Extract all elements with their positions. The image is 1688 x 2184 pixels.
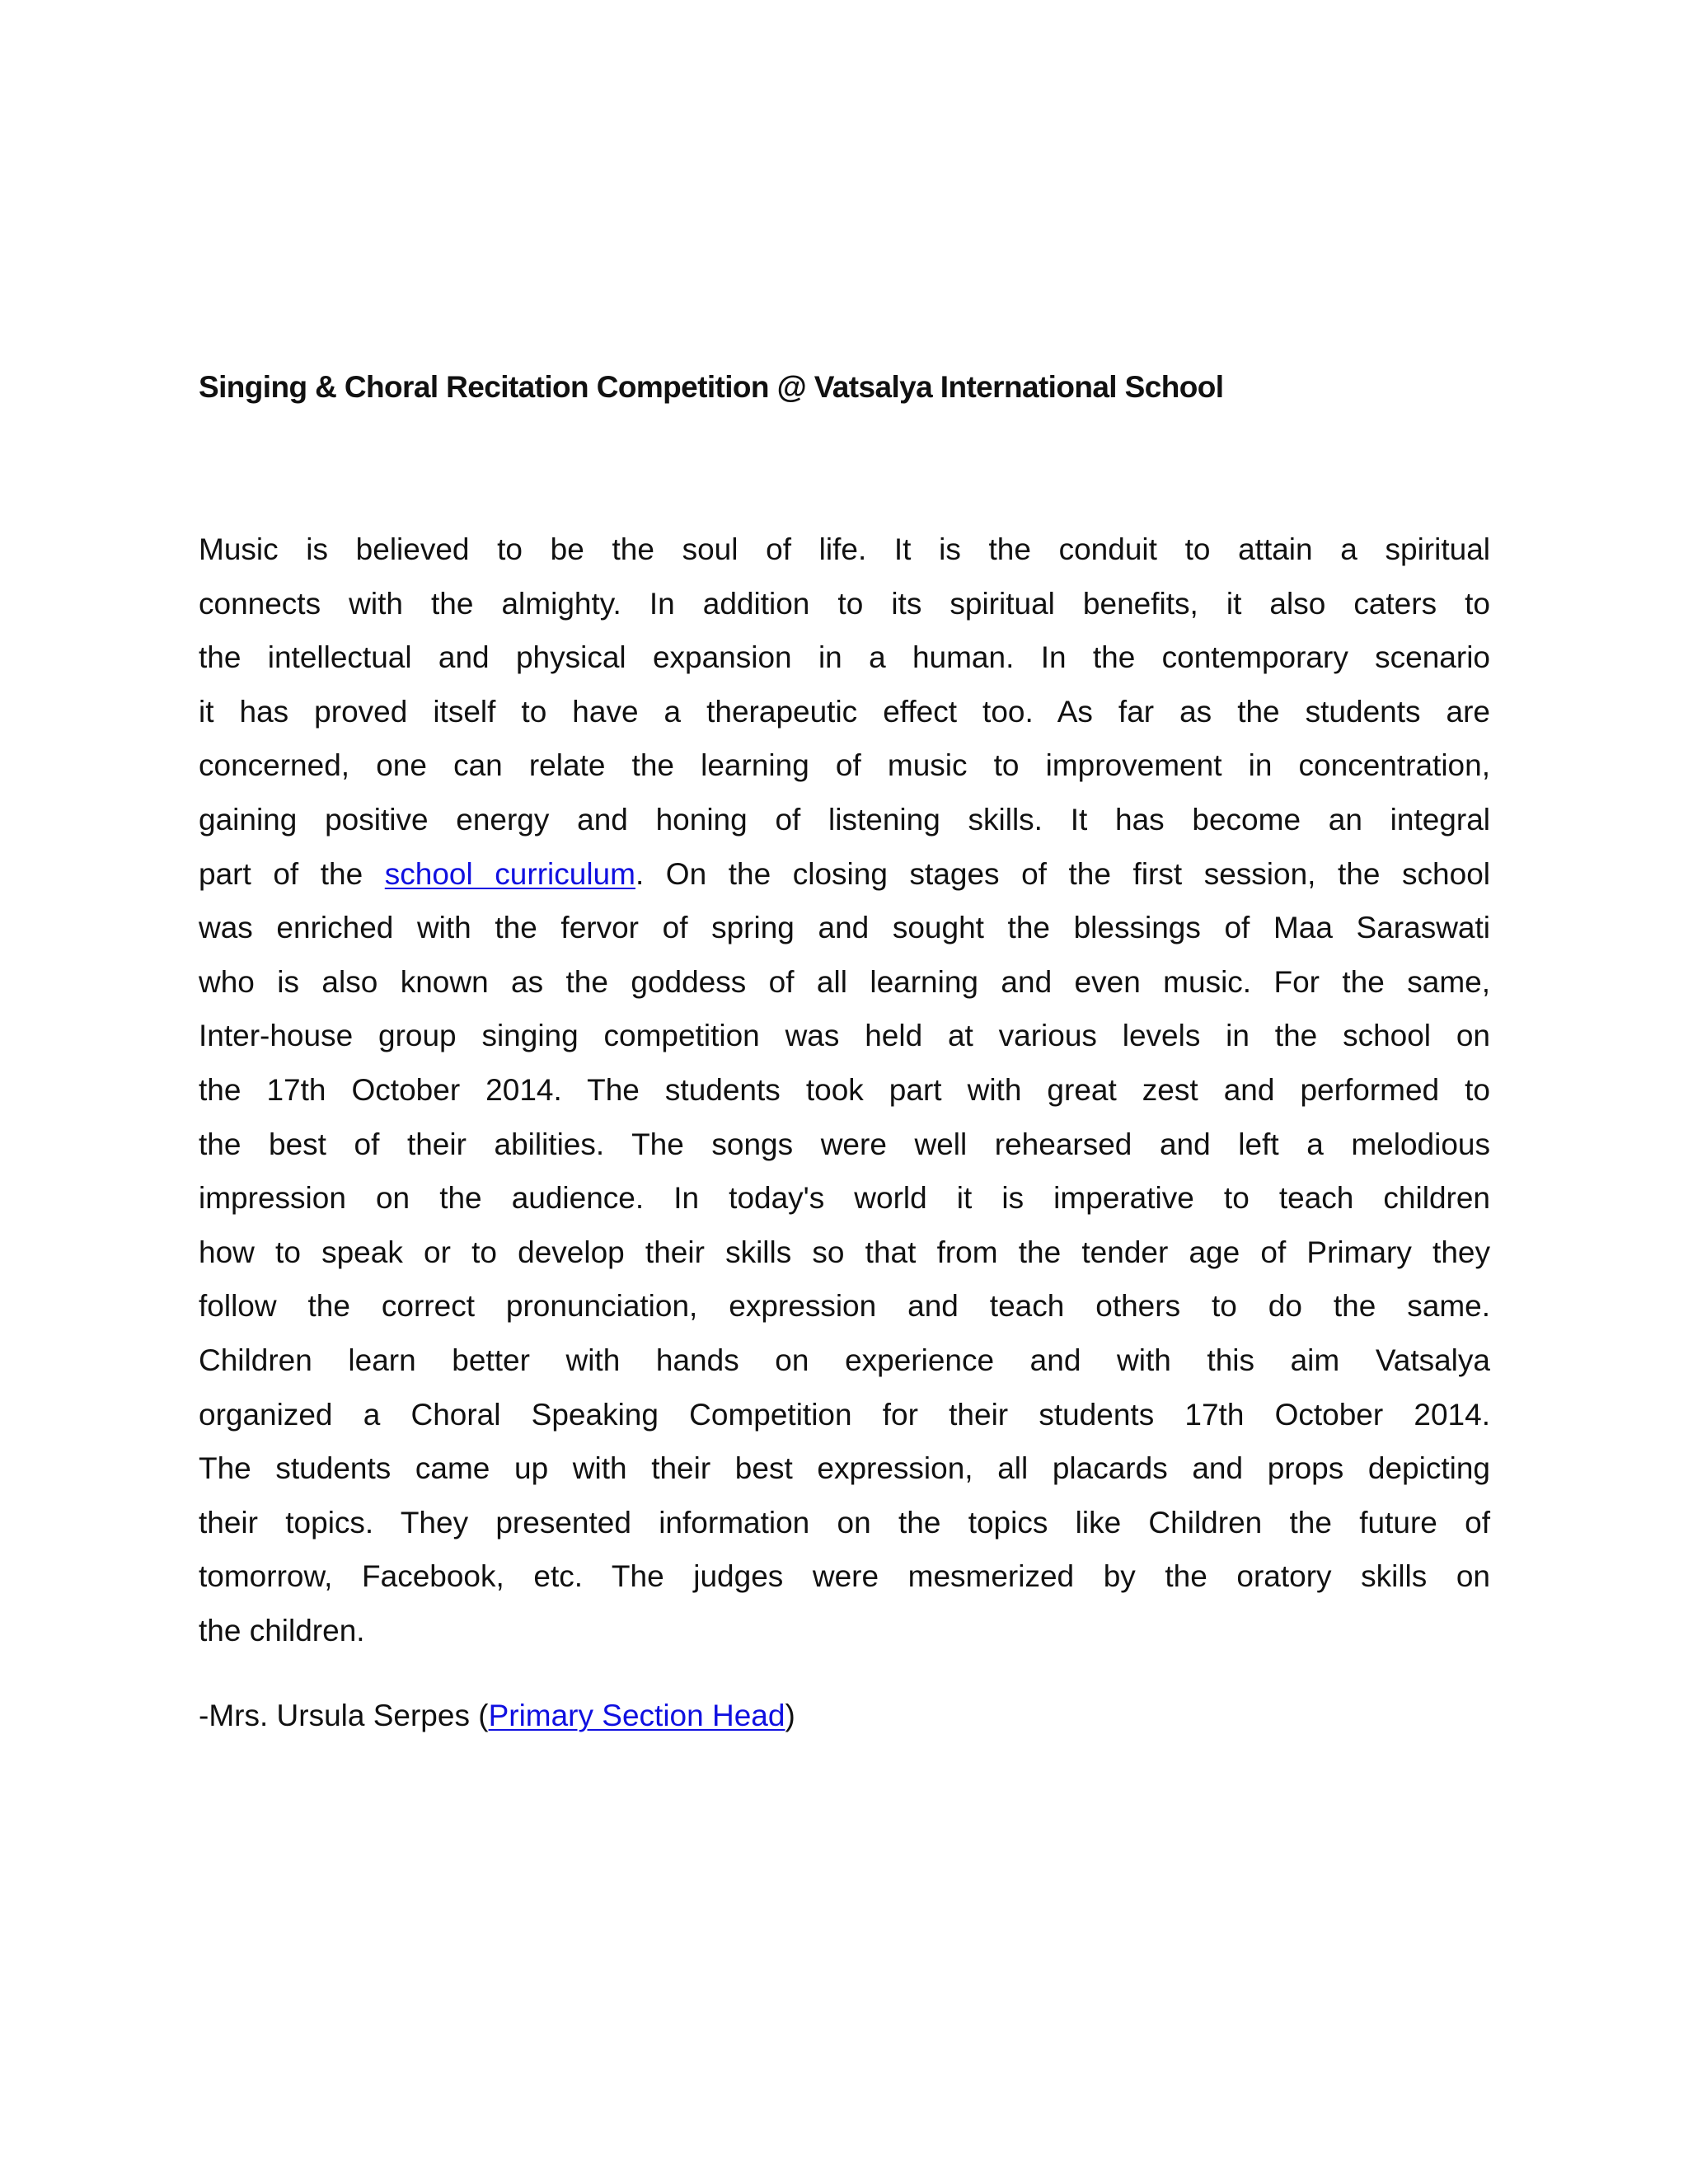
body-line: tomorrow, Facebook, etc. The judges were mesmerized by the oratory skills on [199,1559,1490,1594]
signature-name: -Mrs. Ursula Serpes ( [199,1699,489,1732]
body-line: The students came up with their best expression, all placards and props depicting [199,1451,1490,1486]
body-line: gaining positive energy and honing of listening skills. It has become an integral [199,802,1490,837]
body-line: the 17th October 2014. The students took part with great zest and performed to [199,1072,1490,1107]
body-line-with-link [199,847,1490,902]
body-line: Music is believed to be the soul of life. It is the conduit to attain a spiritual [199,532,1490,566]
school-curriculum-link[interactable]: school curriculum [384,856,635,891]
body-line: Children learn better with hands on experience and with this aim Vatsalya [199,1343,1490,1377]
primary-section-head-link[interactable]: Primary Section Head [488,1699,785,1732]
body-line: organized a Choral Speaking Competition for their students 17th October 2014. [199,1397,1490,1432]
body-line: the best of their abilities. The songs were well rehearsed and left a melodious [199,1127,1490,1161]
body-line: the intellectual and physical expansion in a human. In the contemporary scenario [199,640,1490,675]
body-line: how to speak or to develop their skills so that from the tender age of Primary they [199,1235,1490,1269]
body-line: the children. [199,1613,365,1647]
body-line: concerned, one can relate the learning of music to improvement in concentration, [199,748,1490,783]
signature-close: ) [785,1699,795,1732]
article-body [199,523,1490,1657]
body-line: impression on the audience. In today's world it is imperative to teach children [199,1181,1490,1216]
text: . On the closing stages of the first session, the school [635,856,1490,891]
body-line: who is also known as the goddess of all learning and even music. For the same, [199,964,1490,999]
body-line: was enriched with the fervor of spring and sought the blessings of Maa Saraswati [199,911,1490,945]
body-line: follow the correct pronunciation, expression and teach others to do the same. [199,1289,1490,1324]
body-line: Inter-house group singing competition was held at various levels in the school on [199,1019,1490,1053]
text: part of the [199,856,363,891]
body-line: it has proved itself to have a therapeutic effect too. As far as the students are [199,694,1490,729]
body-line: connects with the almighty. In addition to its spiritual benefits, it also caters to [199,586,1490,621]
signature [199,1689,795,1743]
document-title: Singing & Choral Recitation Competition @ Vatsalya International School [199,370,1224,404]
body-line: their topics. They presented information on the topics like Children the future of [199,1505,1490,1540]
